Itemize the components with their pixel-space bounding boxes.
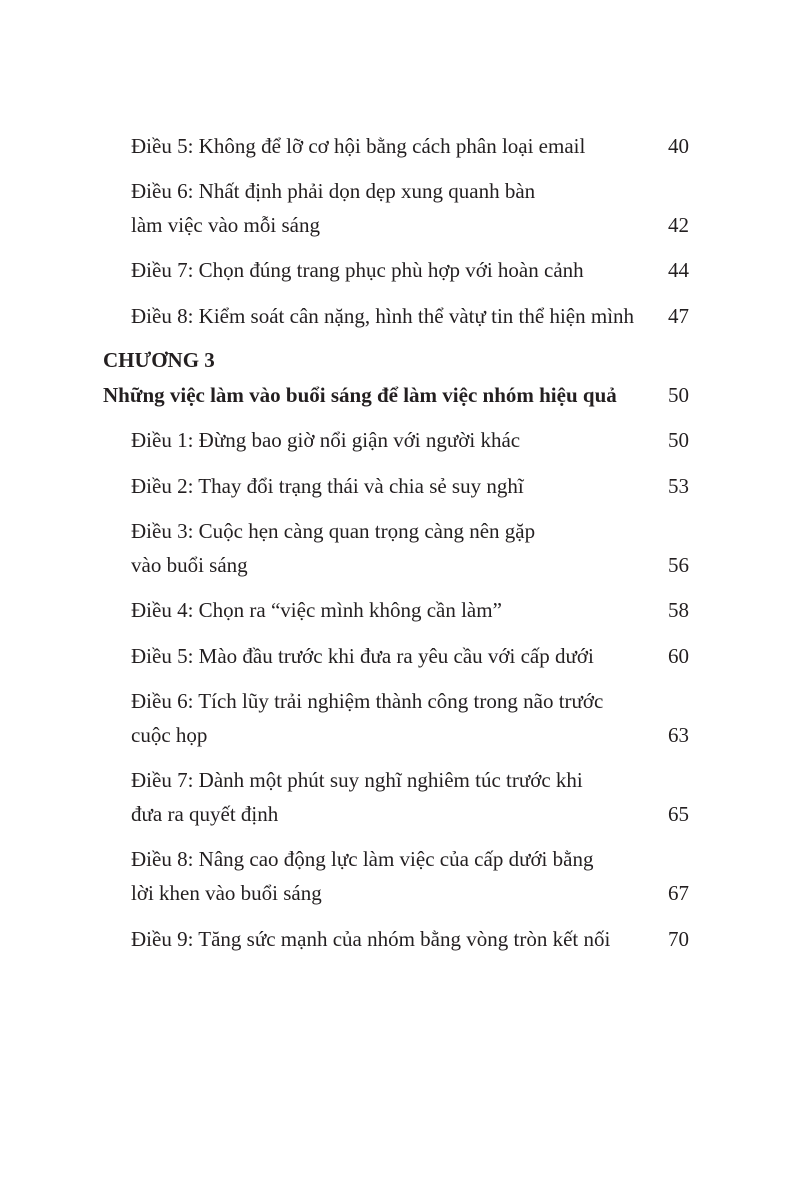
- entry-title: Điều 8: Nâng cao động lực làm việc của cấp dưới bằng: [131, 847, 594, 871]
- entry-page-number: 44: [668, 258, 689, 282]
- entry-page-number: 50: [668, 428, 689, 452]
- chapter-page-number: 50: [668, 383, 689, 407]
- entry-title: Điều 9: Tăng sức mạnh của nhóm bằng vòng tròn kết nối: [131, 927, 611, 951]
- entry-page-number: 40: [668, 134, 689, 158]
- chapter-label: CHƯƠNG 3: [103, 348, 215, 372]
- entry-page-number: 67: [668, 881, 689, 905]
- entry-title: Điều 3: Cuộc hẹn càng quan trọng càng nên gặp: [131, 519, 536, 543]
- entry-page-number: 56: [668, 553, 689, 577]
- entry-title-line2: lời khen vào buổi sáng: [131, 881, 322, 905]
- entry-title: Điều 1: Đừng bao giờ nổi giận với người khác: [131, 428, 521, 452]
- entry-title-line2: làm việc vào mỗi sáng: [131, 213, 320, 237]
- entry-page-number: 42: [668, 213, 689, 237]
- entry-title: Điều 2: Thay đổi trạng thái và chia sẻ suy nghĩ: [131, 474, 524, 498]
- entry-title: Điều 7: Chọn đúng trang phục phù hợp với hoàn cảnh: [131, 258, 584, 282]
- entry-title: Điều 6: Tích lũy trải nghiệm thành công trong não trước: [131, 689, 604, 713]
- chapter-title: Những việc làm vào buổi sáng để làm việc nhóm hiệu quả: [103, 383, 617, 407]
- entry-title: Điều 6: Nhất định phải dọn dẹp xung quanh bàn: [131, 179, 536, 203]
- entry-page-number: 47: [668, 304, 689, 328]
- entry-page-number: 63: [668, 723, 689, 747]
- entry-title-line2: đưa ra quyết định: [131, 802, 279, 826]
- entry-title: Điều 5: Không để lỡ cơ hội bằng cách phân loại email: [131, 134, 586, 158]
- entry-title: Điều 8: Kiểm soát cân nặng, hình thể vàtự tin thể hiện mình: [131, 304, 635, 328]
- entry-page-number: 53: [668, 474, 689, 498]
- entry-title: Điều 4: Chọn ra “việc mình không cần làm”: [131, 598, 502, 622]
- entry-title: Điều 7: Dành một phút suy nghĩ nghiêm túc trước khi: [131, 768, 583, 792]
- entry-title-line2: vào buổi sáng: [131, 553, 248, 577]
- entry-page-number: 60: [668, 644, 689, 668]
- entry-page-number: 70: [668, 927, 689, 951]
- entry-title: Điều 5: Mào đầu trước khi đưa ra yêu cầu với cấp dưới: [131, 644, 594, 668]
- entry-title-line2: cuộc họp: [131, 723, 208, 747]
- entry-page-number: 65: [668, 802, 689, 826]
- entry-page-number: 58: [668, 598, 689, 622]
